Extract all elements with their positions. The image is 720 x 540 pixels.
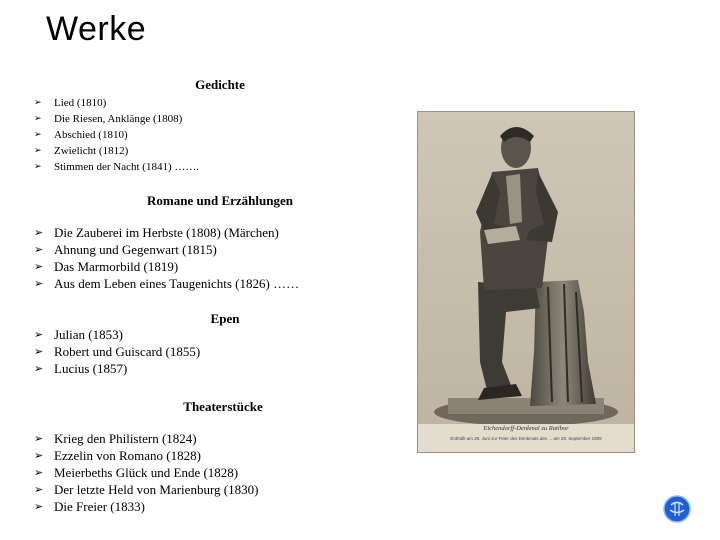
list-item: ➢ Robert und Guiscard (1855) [34,344,201,359]
section-heading-romane: Romane und Erzählungen [147,193,293,208]
arrow-bullet-icon: ➢ [34,345,44,358]
arrow-bullet-icon: ➢ [34,130,42,140]
list-item: ➢ Lied (1810) [34,97,107,109]
list-item: ➢ Julian (1853) [34,327,123,342]
section-heading-theater: Theaterstücke [183,399,263,414]
list-item: ➢ Stimmen der Nacht (1841) ……. [34,161,200,173]
list-item: ➢ Abschied (1810) [34,129,128,141]
blue-globe-logo-icon [662,494,692,524]
list-theater [32,430,258,515]
arrow-bullet-icon: ➢ [34,449,44,462]
list-epen [32,326,200,377]
arrow-bullet-icon: ➢ [34,362,44,375]
slide-title: Werke [46,10,147,48]
arrow-bullet-icon: ➢ [34,243,44,256]
arrow-bullet-icon: ➢ [34,98,42,108]
section-heading-epen: Epen [210,311,240,326]
arrow-bullet-icon: ➢ [34,114,42,124]
list-item: ➢ Zwielicht (1812) [34,145,129,157]
photo-subcaption: Enthüllt am 28. Juni zur Feier des Denkmals des ... am 28. September 1909 [450,436,602,441]
list-romane [32,224,299,292]
arrow-bullet-icon: ➢ [34,483,44,496]
arrow-bullet-icon: ➢ [34,466,44,479]
arrow-bullet-icon: ➢ [34,226,44,239]
list-item: ➢ Meierbeths Glück und Ende (1828) [34,465,239,480]
list-item: ➢ Ahnung und Gegenwart (1815) [34,242,217,257]
list-item: ➢ Aus dem Leben eines Taugenichts (1826) …… [34,276,300,291]
list-item: ➢ Die Riesen, Anklänge (1808) [34,113,183,125]
arrow-bullet-icon: ➢ [34,162,42,172]
photo-caption: Eichendorff-Denkmal zu Ratibor [483,425,569,432]
list-item: ➢ Die Zauberei im Herbste (1808) (Märchen) [34,225,279,240]
list-item: ➢ Ezzelin von Romano (1828) [34,448,201,463]
arrow-bullet-icon: ➢ [34,432,44,445]
list-gedichte [32,95,199,175]
list-item: ➢ Die Freier (1833) [34,499,145,514]
list-item: ➢ Das Marmorbild (1819) [34,259,179,274]
arrow-bullet-icon: ➢ [34,500,44,513]
section-heading-gedichte: Gedichte [195,77,245,92]
arrow-bullet-icon: ➢ [34,277,44,290]
statue-illustration [418,112,634,452]
arrow-bullet-icon: ➢ [34,260,44,273]
list-item: ➢ Lucius (1857) [34,361,128,376]
list-item: ➢ Der letzte Held von Marienburg (1830) [34,482,259,497]
statue-photo [417,111,635,453]
list-item: ➢ Krieg den Philistern (1824) [34,431,197,446]
arrow-bullet-icon: ➢ [34,328,44,341]
arrow-bullet-icon: ➢ [34,146,42,156]
